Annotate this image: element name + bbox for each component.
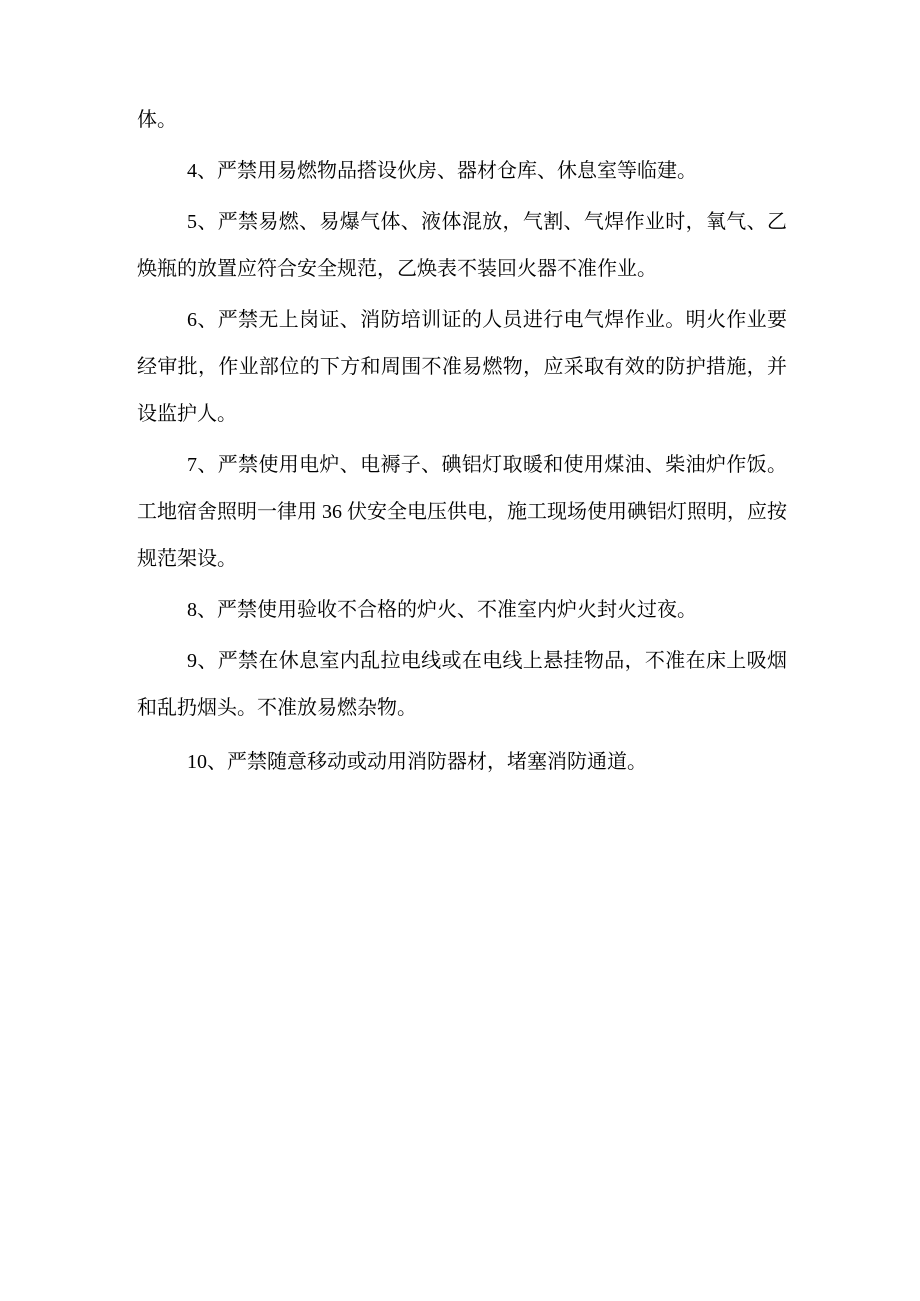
rule-item-7: 7、严禁使用电炉、电褥子、碘铝灯取暖和使用煤油、柴油炉作饭。工地宿舍照明一律用 36 伏安全电压供电，施工现场使用碘铝灯照明，应按规范架设。 bbox=[137, 454, 787, 570]
rule-item-8: 8、严禁使用验收不合格的炉火、不准室内炉火封火过夜。 bbox=[187, 599, 697, 621]
rule-item-5: 5、严禁易燃、易爆气体、液体混放，气割、气焊作业时，氧气、乙焕瓶的放置应符合安全规范，乙焕表不装回火器不准作业。 bbox=[137, 211, 787, 280]
rule-item-4: 4、严禁用易燃物品搭设伙房、器材仓库、休息室等临建。 bbox=[187, 160, 697, 182]
rule-item-9: 9、严禁在休息室内乱拉电线或在电线上悬挂物品，不准在床上吸烟和乱扔烟头。不准放易燃杂物。 bbox=[137, 650, 787, 719]
rule-item-6: 6、严禁无上岗证、消防培训证的人员进行电气焊作业。明火作业要经审批，作业部位的下方和周围不准易燃物，应采取有效的防护措施，并设监护人。 bbox=[137, 309, 787, 425]
paragraph-continuation: 体。 bbox=[137, 109, 177, 131]
rule-item-10: 10、严禁随意移动或动用消防器材，堵塞消防通道。 bbox=[187, 751, 647, 773]
